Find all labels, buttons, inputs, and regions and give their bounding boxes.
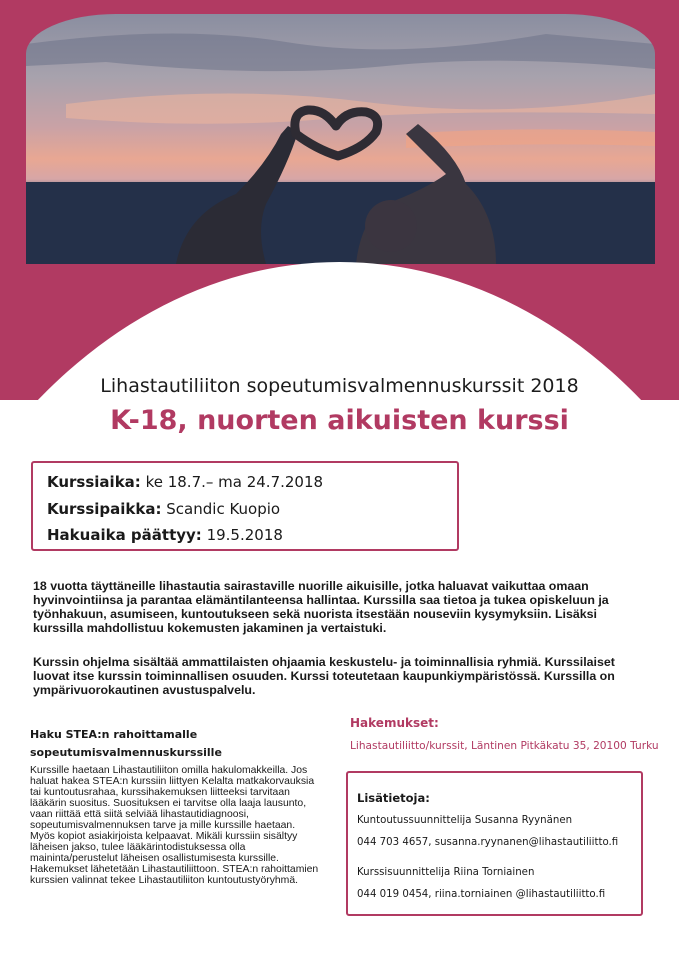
contact-person-1: Kuntoutussuunnittelija Susanna Ryynänen <box>357 815 573 826</box>
page-subtitle: Lihastautiliiton sopeutumisvalmennuskurssit 2018 <box>100 375 579 397</box>
course-time-value: ke 18.7.– ma 24.7.2018 <box>140 473 324 491</box>
application-deadline <box>47 526 283 544</box>
stea-text: Kurssille haetaan Lihastautiliiton omilla hakulomakkeilla. Jos haluat hakea STEA:n kurssiin liittyen Kelalta matkakorvauksia tai kuntoutusrahaa, kurssihakemuksen liitteeksi tarvitaan lääkärin suositus. Suosituksen ei tarvitse olla laaja lausunto, vaan riittää että siitä selviää lihastautidiagnoosi, sopeutumisvalmennuksen tarve ja mille kurssille haetaan. Myös kopiot asiakirjoista kelpaavat. Mikäli kurssiin sisältyy läheisen jakso, tulee lääkärintodistuksessa olla maininta/perustelut läheisen osallistumisesta kurssille. Hakemukset lähetetään Lihastautiliittoon. STEA:n rahoittamien kurssien valinnat tekee Lihastautiliiton kuntoutustyöryhmä. <box>30 765 319 886</box>
course-info-box <box>31 461 459 551</box>
contact-box <box>346 771 643 916</box>
heart-hands-photo <box>26 14 655 264</box>
intro-paragraph: 18 vuotta täyttäneille lihastautia sairastaville nuorille aikuisille, jotka haluavat vaikuttaa omaan hyvinvointiinsa ja parantaa elämäntilanteensa hallintaa. Kurssilla saa tietoa ja tukea opiskeluun ja työnhakuun, asumiseen, kuntoutukseen sekä nuorista itsestään nouseviin kysymyksiin. Lisäksi kurssilla mahdollistuu kokemusten jakaminen ja vertaistuki. <box>33 579 609 635</box>
course-place <box>47 500 280 518</box>
program-paragraph: Kurssin ohjelma sisältää ammattilaisten ohjaamia keskustelu- ja toiminnallisia ryhmiä. Kurssilaiset luovat itse kurssin toiminnallisen osuuden. Kurssi toteutetaan kaupunkiympäristössä. Kurssilla on ympärivuorokautinen avustuspalvelu. <box>33 655 615 697</box>
contact-details-1: 044 703 4657, susanna.ryynanen@lihastautiliitto.fi <box>357 837 619 848</box>
deadline-label: Hakuaika päättyy: <box>47 526 202 544</box>
deadline-value: 19.5.2018 <box>201 526 283 544</box>
contact-details-2: 044 019 0454, riina.torniainen @lihastautiliitto.fi <box>357 889 606 900</box>
course-time-label: Kurssiaika: <box>47 473 141 491</box>
course-place-value: Scandic Kuopio <box>161 500 281 518</box>
sunset-heart-image <box>26 14 655 264</box>
course-place-label: Kurssipaikka: <box>47 500 162 518</box>
stea-heading: Haku STEA:n rahoittamalle sopeutumisvalmennuskurssille <box>30 728 222 759</box>
page-title: K-18, nuorten aikuisten kurssi <box>110 405 569 436</box>
contact-person-2: Kurssisuunnittelija Riina Torniainen <box>357 867 535 878</box>
contact-title: Lisätietoja: <box>357 791 430 805</box>
applications-address: Lihastautiliitto/kurssit, Läntinen Pitkäkatu 35, 20100 Turku <box>350 740 659 752</box>
applications-title: Hakemukset: <box>350 716 439 730</box>
course-time <box>47 473 323 491</box>
